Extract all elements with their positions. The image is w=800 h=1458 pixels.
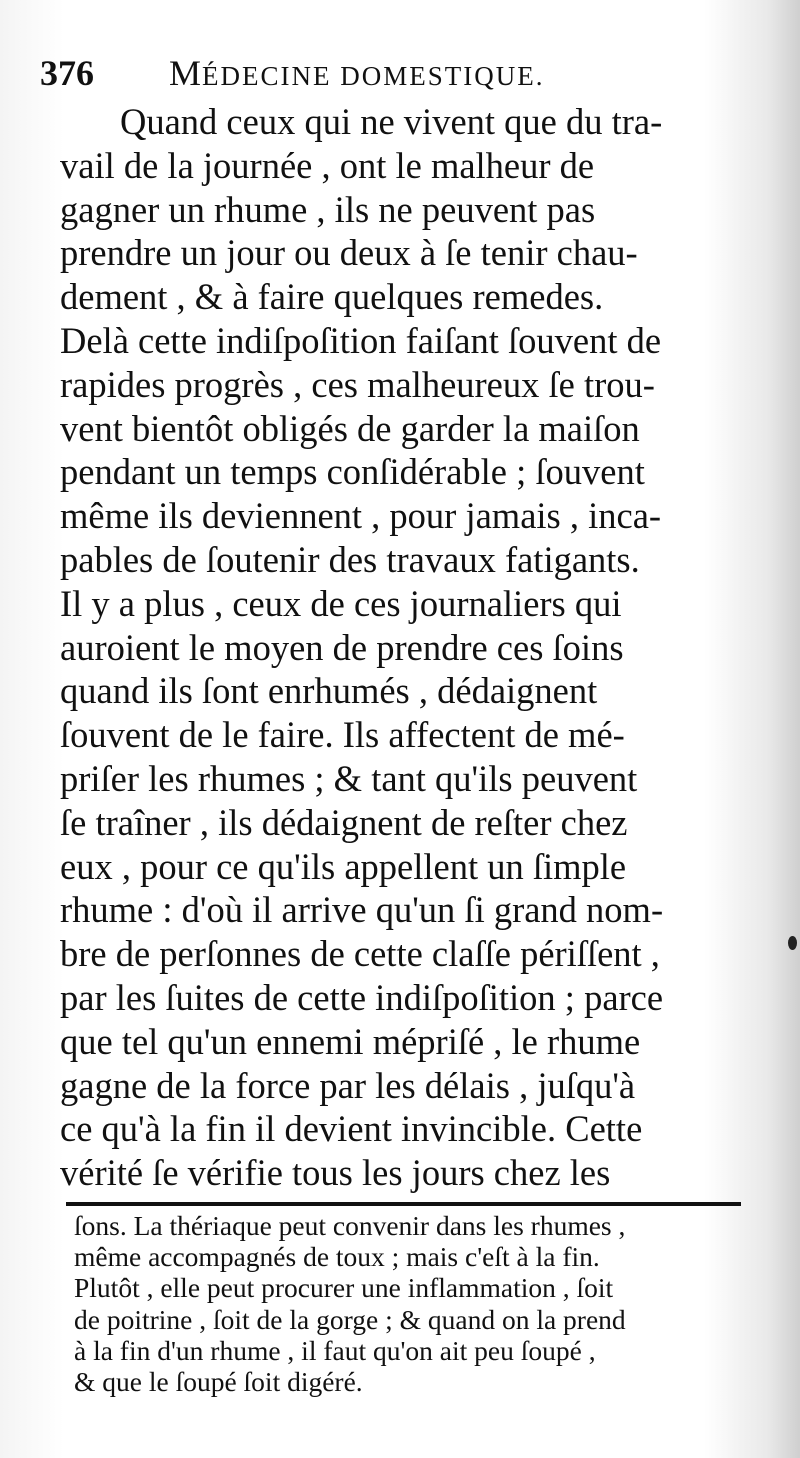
footnote-line: Plutôt , elle peut procurer une inflammation , ſoit — [74, 1272, 614, 1304]
footnote-line: à la fin d'un rhume , il faut qu'on ait peu ſoupé , — [74, 1334, 596, 1366]
text-line: vail de la journée , ont le malheur de — [60, 144, 595, 186]
text-line: vérité ſe vérifie tous les jours chez les — [60, 1152, 611, 1194]
running-title-rest: ÉDECINE DOMESTIQUE. — [202, 61, 545, 91]
footnote-line: de poitrine , ſoit de la gorge ; & quand on la prend — [74, 1303, 626, 1335]
page-number: 376 — [40, 53, 94, 93]
running-title — [169, 48, 544, 101]
text-line: dement , & à faire quelques remedes. — [60, 276, 604, 318]
text-line: ſouvent de le faire. Ils affectent de mé- — [60, 714, 625, 756]
ink-speck — [788, 936, 797, 950]
text-line: ce qu'à la fin il devient invincible. Cette — [60, 1108, 643, 1150]
running-title-initial: M — [169, 53, 203, 93]
text-line: ſe traîner , ils dédaignent de reſter chez — [60, 801, 628, 843]
text-line: quand ils ſont enrhumés , dédaignent — [60, 670, 598, 712]
text-line: rhume : d'où il arrive qu'un ſi grand nom- — [60, 889, 664, 931]
footnote-line: ſons. La thériaque peut convenir dans les rhumes , — [74, 1210, 626, 1241]
footnote-text — [74, 1210, 744, 1397]
text-line: gagne de la force par les délais , juſqu'à — [60, 1064, 636, 1106]
footnote-line: & que le ſoupé ſoit digéré. — [74, 1365, 363, 1397]
text-line: Quand ceux qui ne vivent que du tra- — [120, 101, 663, 142]
text-line: bre de perſonnes de cette claſſe périſſent , — [60, 933, 660, 975]
text-line: par les ſuites de cette indiſpoſition ; parce — [60, 976, 664, 1018]
text-line: Il y a plus , ceux de ces journaliers qui — [60, 582, 622, 624]
text-line: prendre un jour ou deux à ſe tenir chau- — [60, 232, 638, 274]
text-line: gagner un rhume , ils ne peuvent pas — [60, 188, 596, 230]
text-line: vent bientôt obligés de garder la maiſon — [60, 407, 640, 449]
text-line: que tel qu'un ennemi mépriſé , le rhume — [60, 1020, 641, 1062]
footnote-line: même accompagnés de toux ; mais c'eſt à la fin. — [74, 1241, 600, 1273]
text-line: eux , pour ce qu'ils appellent un ſimple — [60, 845, 627, 887]
text-line: même ils deviennent , pour jamais , inca- — [60, 495, 662, 537]
text-line: pables de ſoutenir des travaux fatigants. — [60, 538, 640, 580]
text-line: auroient le moyen de prendre ces ſoins — [60, 626, 624, 668]
running-header — [40, 48, 740, 98]
text-line: Delà cette indiſpoſition faiſant ſouvent de — [60, 319, 662, 361]
text-line: priſer les rhumes ; & tant qu'ils peuvent — [60, 757, 638, 799]
footnote-divider — [66, 1202, 741, 1206]
text-line: rapides progrès , ces malheureux ſe trou- — [60, 363, 655, 405]
main-text — [60, 100, 740, 1195]
text-line: pendant un temps conſidérable ; ſouvent — [60, 451, 645, 493]
